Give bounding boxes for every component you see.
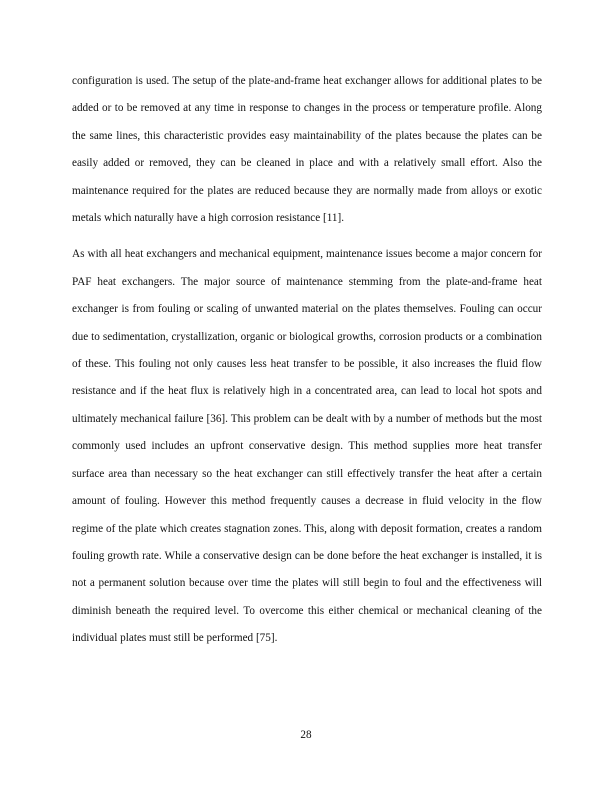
page-number: 28 — [300, 729, 312, 741]
page-body — [72, 68, 542, 653]
paragraph-plate-configuration: configuration is used. The setup of the plate-and-frame heat exchanger allows for additional plates to be added or to be removed at any time in response to changes in the process or temperature profile. Along the same lines, this characteristic provides easy maintainability of the plates because the plates can be easily added or removed, they can be cleaned in place and with a relatively small effort. Also the maintenance required for the plates are reduced because they are normally made from alloys or exotic metals which naturally have a high corrosion resistance [11]. — [72, 75, 542, 225]
paragraph-maintenance-fouling: As with all heat exchangers and mechanical equipment, maintenance issues become a major concern for PAF heat exchangers. The major source of maintenance stemming from the plate-and-frame heat exchanger is from fouling or scaling of unwanted material on the plates themselves. Fouling can occur due to sedimentation, crystallization, organic or biological growths, corrosion products or a combination of these. This fouling not only causes less heat transfer to be possible, it also increases the fluid flow resistance and if the heat flux is relatively high in a concentrated area, can lead to local hot spots and ultimately mechanical failure [36]. This problem can be dealt with by a number of methods but the most commonly used includes an upfront conservative design. This method supplies more heat transfer surface area than necessary so the heat exchanger can still effectively transfer the heat after a certain amount of fouling. However this method frequently causes a decrease in fluid velocity in the flow regime of the plate which creates stagnation zones. This, along with deposit formation, creates a random fouling growth rate. While a conservative design can be done before the heat exchanger is installed, it is not a permanent solution because over time the plates will still begin to foul and the effectiveness will diminish beneath the required level. To overcome this either chemical or mechanical cleaning of the individual plates must still be performed [75]. — [72, 248, 542, 645]
